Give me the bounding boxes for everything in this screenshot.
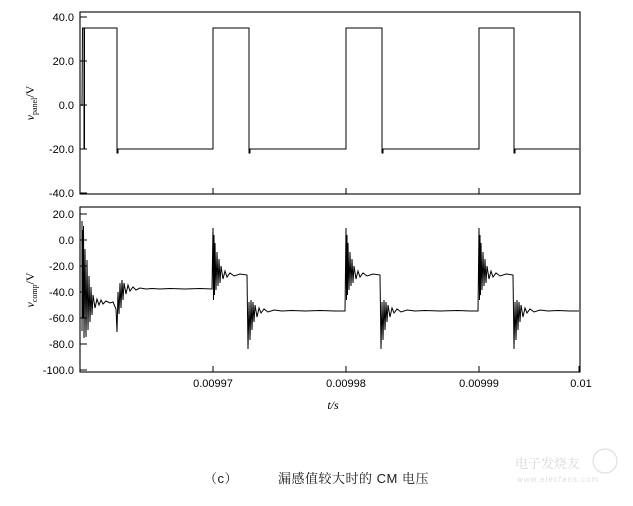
tick-label: 20.0	[52, 56, 74, 68]
tick-label: 20.0	[52, 209, 74, 221]
y-axis-unit: /V	[23, 272, 37, 285]
tick-label: -20.0	[48, 144, 74, 156]
caption-index: （c）	[204, 471, 239, 486]
tick-label: -40.0	[48, 287, 74, 299]
tick-label: -40.0	[48, 188, 74, 200]
tick-label: -60.0	[48, 313, 74, 325]
svg-text:vpanel/V	[23, 85, 39, 120]
top-panel	[23, 12, 580, 200]
watermark-main: 电子发烧友	[515, 456, 581, 471]
watermark-sub: www.elecfans.com	[517, 475, 600, 484]
tick-label: 0.00999	[459, 378, 499, 390]
caption-text: 漏感值较大时的 CM 电压	[278, 471, 429, 486]
y-axis-subscript: panel	[30, 97, 39, 115]
tick-label: 0.01	[570, 378, 592, 390]
y-axis-symbol: v	[23, 115, 37, 121]
bottom-panel-y-axis-title	[23, 272, 39, 307]
top-panel-frame	[80, 12, 580, 194]
top-panel-y-ticks	[49, 12, 87, 200]
bottom-panel	[23, 207, 592, 412]
y-axis-unit: /V	[23, 85, 37, 98]
tick-label: -100.0	[42, 365, 74, 377]
series-v-panel	[82, 28, 579, 153]
bottom-panel-frame	[80, 207, 580, 372]
tick-label: -20.0	[48, 261, 74, 273]
y-axis-symbol: v	[23, 302, 37, 308]
tick-label: 0.00998	[326, 378, 366, 390]
top-panel-x-ticks	[213, 188, 479, 194]
x-axis-title: t/s	[327, 398, 339, 412]
tick-label: 40.0	[52, 12, 74, 24]
bottom-panel-x-ticks	[193, 366, 592, 390]
svg-text:vcomp/V	[23, 272, 39, 307]
tick-label: -80.0	[48, 339, 74, 351]
tick-label: 0.0	[58, 100, 74, 112]
series-v-comp	[82, 221, 579, 349]
y-axis-subscript: comp	[30, 284, 39, 303]
figure-caption	[0, 468, 633, 487]
tick-label: 0.0	[58, 235, 74, 247]
tick-label: 0.00997	[193, 378, 233, 390]
top-panel-y-axis-title	[23, 85, 39, 120]
